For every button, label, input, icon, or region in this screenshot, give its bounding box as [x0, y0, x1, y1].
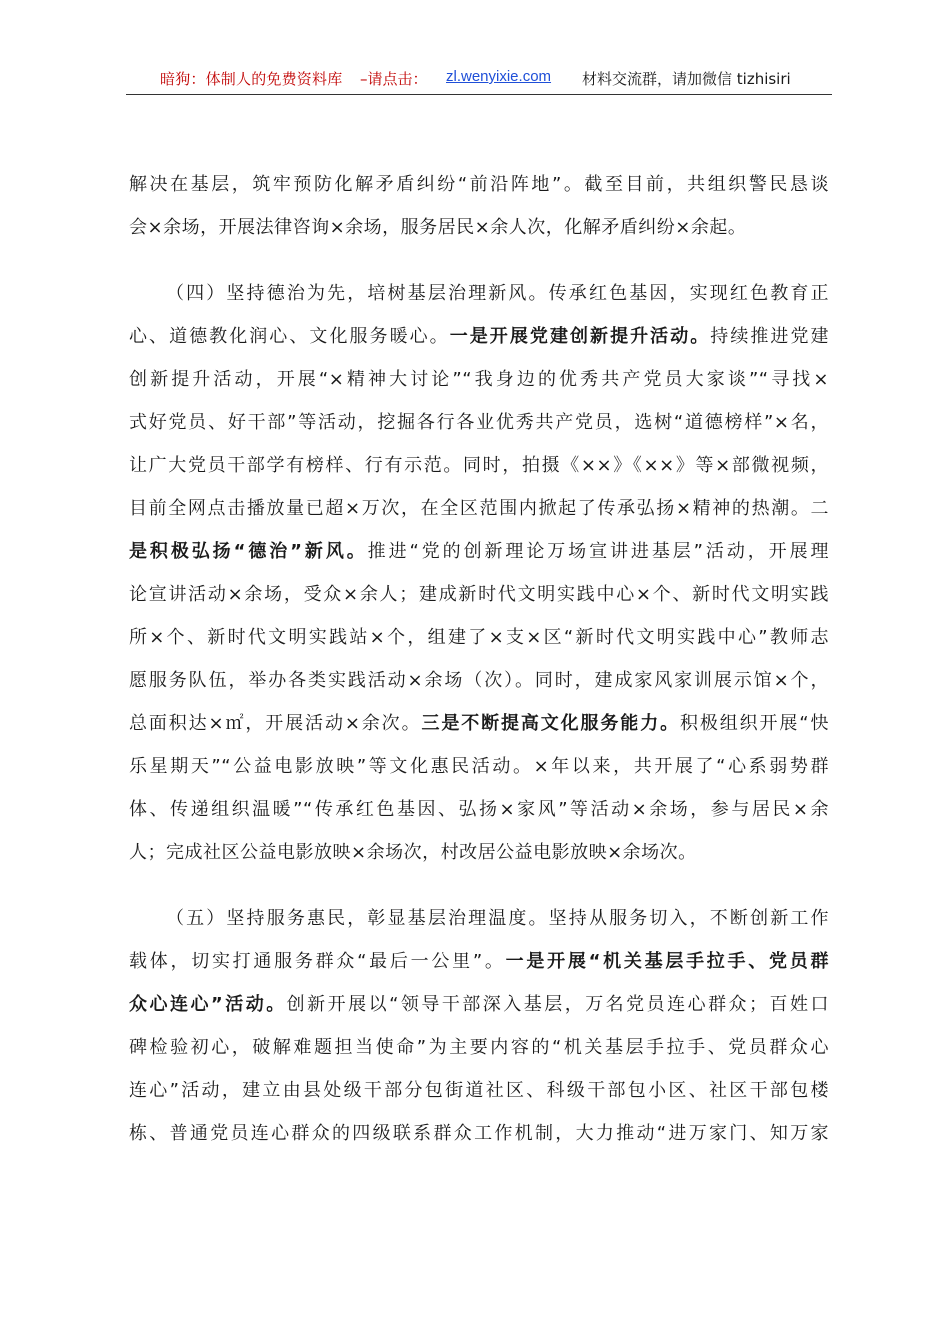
text-line-17: （五）坚持服务惠民，彰显基层治理温度。坚持从服务切入，不断创新工作 [166, 908, 829, 929]
text-line-15: 体、传递组织温暖”“传承红色基因、弘扬×家风”等活动×余场，参与居民×余 [129, 799, 829, 820]
text-line-14: 乐星期天”“公益电影放映”等文化惠民活动。×年以来，共开展了“心系弱势群 [129, 756, 829, 777]
text-line-4 [129, 322, 829, 352]
text-segment: 持续推进党建 [710, 326, 830, 347]
text-line-7: 让广大党员干部学有榜样、行有示范。同时，拍摄《××》《××》等×部微视频， [129, 455, 829, 476]
text-line-2: 会×余场，开展法律咨询×余场，服务居民×余人次，化解矛盾纠纷×余起。 [129, 217, 747, 238]
text-segment: 总面积达×㎡，开展活动×余次。 [129, 713, 422, 734]
bold-heading-3: 三是不断提高文化服务能力。 [421, 713, 680, 734]
text-segment: 创新开展以“领导干部深入基层，万名党员连心群众；百姓口 [286, 994, 829, 1015]
text-line-22: 栋、普通党员连心群众的四级联系群众工作机制，大力推动“进万家门、知万家 [129, 1123, 829, 1144]
text-line-12: 愿服务队伍，举办各类实践活动×余场（次）。同时，建成家风家训展示馆×个， [129, 670, 829, 691]
text-line-13 [129, 709, 829, 739]
header-link[interactable]: zl.wenyixie.com [446, 68, 552, 85]
header-divider [126, 94, 832, 95]
text-segment: 心、道德教化润心、文化服务暖心。 [129, 326, 450, 347]
text-line-16: 人；完成社区公益电影放映×余场次，村改居公益电影放映×余场次。 [129, 842, 697, 863]
text-line-6: 式好党员、好干部”等活动，挖掘各行各业优秀共产党员，选树“道德榜样”×名， [129, 412, 829, 433]
bold-heading-2: 是积极弘扬“德治”新风。 [129, 541, 368, 562]
text-line-20: 碑检验初心，破解难题担当使命”为主要内容的“机关基层手拉手、党员群众心 [129, 1037, 829, 1058]
text-line-8: 目前全网点击播放量已超×万次，在全区范围内掀起了传承弘扬×精神的热潮。二 [129, 498, 829, 519]
text-line-21: 连心”活动，建立由县处级干部分包街道社区、科级干部包小区、社区干部包楼 [129, 1080, 829, 1101]
text-segment: 积极组织开展“快 [679, 713, 829, 734]
text-line-9 [129, 537, 829, 567]
text-line-3: （四）坚持德治为先，培树基层治理新风。传承红色基因，实现红色教育正 [166, 283, 829, 304]
header-wechat-note: 材料交流群，请加微信 tizhisiri [582, 70, 791, 88]
text-line-18 [129, 947, 829, 977]
bold-heading-1: 一是开展党建创新提升活动。 [449, 326, 711, 347]
header-click-prompt: –请点击： [360, 70, 428, 88]
text-line-19 [129, 990, 829, 1020]
text-line-1: 解决在基层，筑牢预防化解矛盾纠纷“前沿阵地”。截至目前，共组织警民恳谈 [129, 174, 829, 195]
bold-heading-4: 一是开展“机关基层手拉手、党员群 [505, 951, 829, 972]
text-line-11: 所×个、新时代文明实践站×个，组建了×支×区“新时代文明实践中心”教师志 [129, 627, 829, 648]
text-line-10: 论宣讲活动×余场，受众×余人；建成新时代文明实践中心×个、新时代文明实践 [129, 584, 829, 605]
text-segment: 载体，切实打通服务群众“最后一公里”。 [129, 951, 506, 972]
bold-heading-4-cont: 众心连心”活动。 [129, 994, 287, 1015]
text-segment: 推进“党的创新理论万场宣讲进基层”活动，开展理 [367, 541, 829, 562]
text-line-5: 创新提升活动，开展“×精神大讨论”“我身边的优秀共产党员大家谈”“寻找× [129, 369, 829, 390]
header-site-name: 暗狗：体制人的免费资料库 [160, 70, 343, 88]
